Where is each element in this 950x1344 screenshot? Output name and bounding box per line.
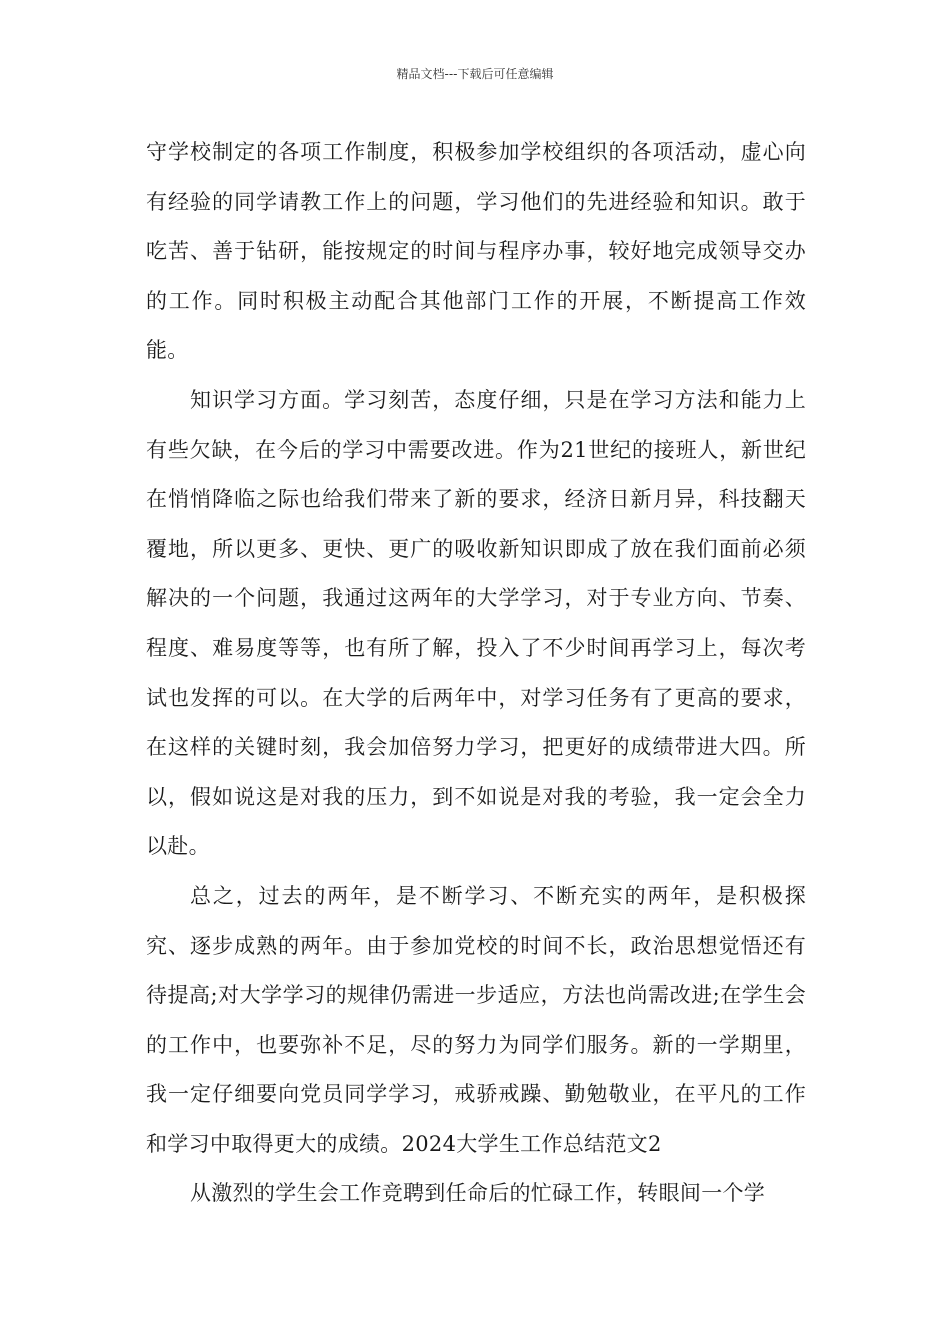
paragraph-student-union: 从激烈的学生会工作竞聘到任命后的忙碌工作，转眼间一个学 (190, 1181, 766, 1206)
page-header: 精品文档---下载后可任意编辑 (396, 67, 554, 81)
paragraph-knowledge-study: 知识学习方面。学习刻苦，态度仔细，只是在学习方法和能力上有些欠缺，在今后的学习中需要改进。作为21世纪的接班人，新世纪在悄悄降临之际也给我们带来了新的要求，经济日新月异，科技翻天覆地，所以更多、更快、更广的吸收新知识即成了放在我们面前必须解决的一个问题，我通过这两年的大学学习，对于专业方向、节奏、程度、难易度等等，也有所了解，投入了不少时间再学习上，每次考试也发挥的可以。在大学的后两年中，对学习任务有了更高的要求，在这样的关键时刻，我会加倍努力学习，把更好的成绩带进大四。所以，假如说这是对我的压力，到不如说是对我的考验，我一定会全力以赴。 (146, 387, 806, 859)
paragraph-work-attitude: 守学校制定的各项工作制度，积极参加学校组织的各项活动，虚心向有经验的同学请教工作上的问题，学习他们的先进经验和知识。敢于吃苦、善于钻研，能按规定的时间与程序办事，较好地完成领导交办的工作。同时积极主动配合其他部门工作的开展，不断提高工作效能。 (146, 140, 806, 363)
paragraph-summary: 总之，过去的两年，是不断学习、不断充实的两年，是积极探究、逐步成熟的两年。由于参加党校的时间不长，政治思想觉悟还有待提高;对大学学习的规律仍需进一步适应，方法也尚需改进;在学生会的工作中，也要弥补不足，尽的努力为同学们服务。新的一学期里，我一定仔细要向党员同学学习，戒骄戒躁、勤勉敬业，在平凡的工作和学习中取得更大的成绩。2024大学生工作总结范文2 (146, 883, 806, 1156)
document-body (146, 128, 806, 1219)
